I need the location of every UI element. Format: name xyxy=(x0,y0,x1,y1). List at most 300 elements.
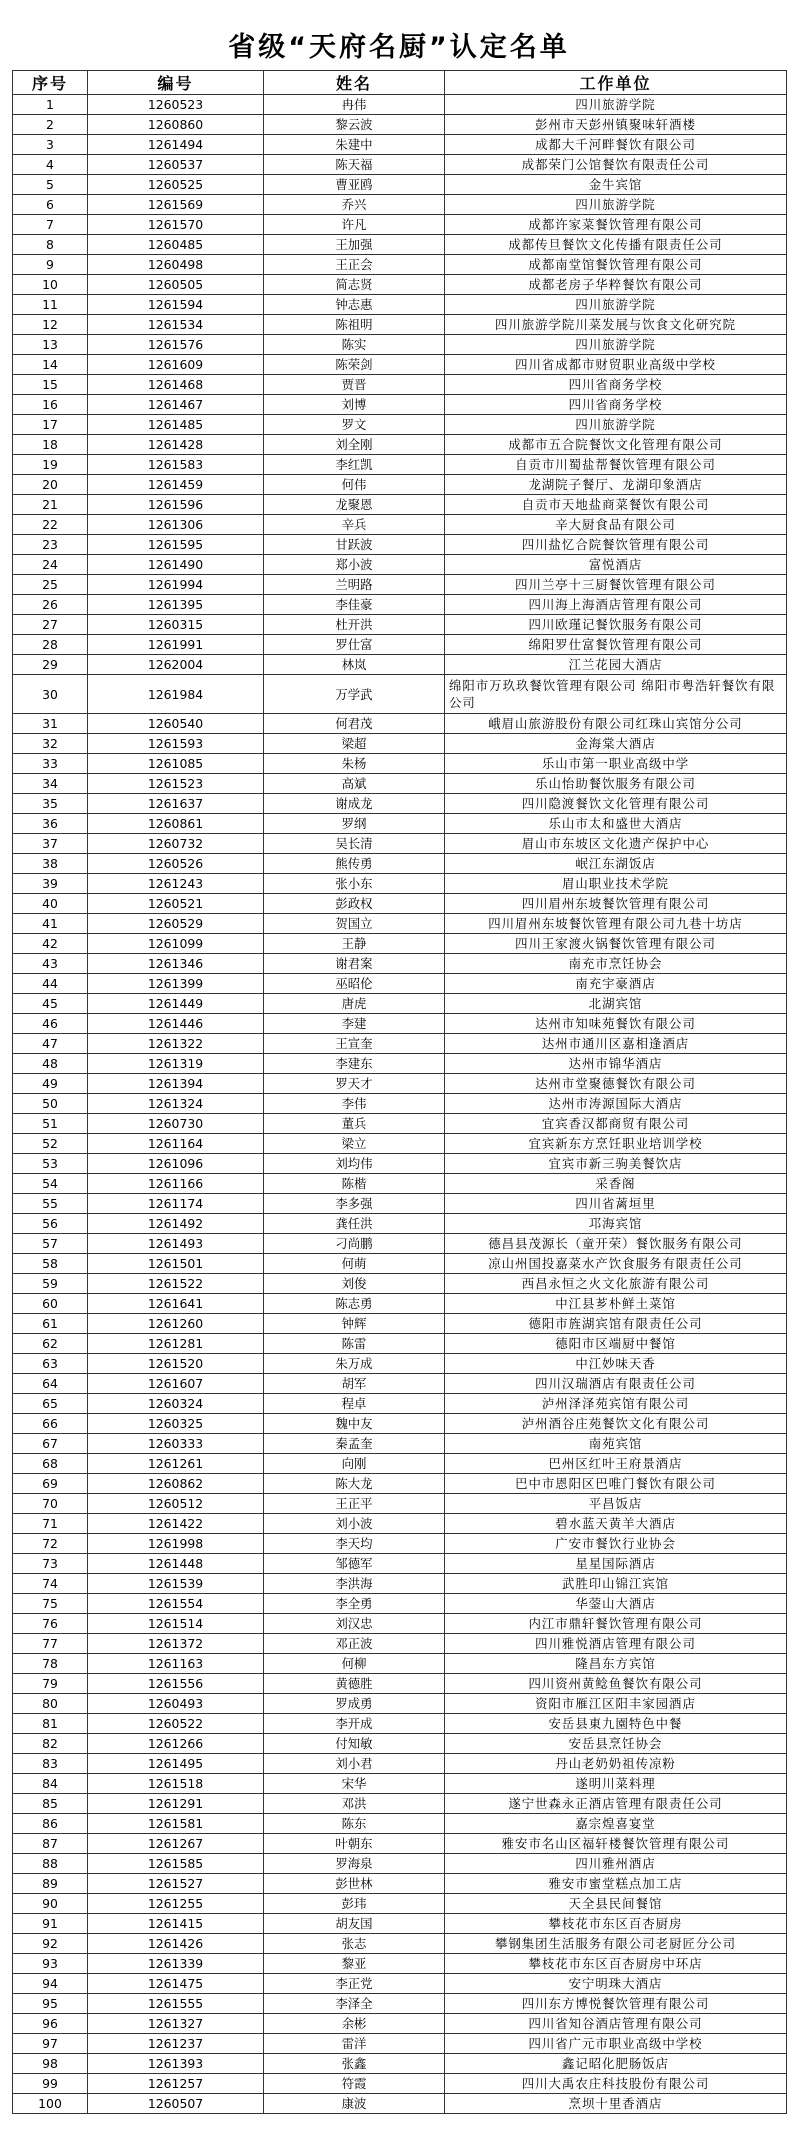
row-index: 86 xyxy=(13,1814,88,1834)
row-name: 陈实 xyxy=(264,335,445,355)
row-name: 黎亚 xyxy=(264,1954,445,1974)
row-name: 刘汉忠 xyxy=(264,1614,445,1634)
row-code: 1261467 xyxy=(88,395,264,415)
row-name: 李多强 xyxy=(264,1194,445,1214)
row-unit: 宜宾新东方烹饪职业培训学校 xyxy=(445,1134,787,1154)
row-name: 朱杨 xyxy=(264,754,445,774)
row-index: 13 xyxy=(13,335,88,355)
table-row xyxy=(13,675,787,714)
row-code: 1260324 xyxy=(88,1394,264,1414)
row-name: 彭政权 xyxy=(264,894,445,914)
row-name: 罗成勇 xyxy=(264,1694,445,1714)
row-code: 1261569 xyxy=(88,195,264,215)
row-index: 54 xyxy=(13,1174,88,1194)
table-row xyxy=(13,235,787,255)
row-index: 66 xyxy=(13,1414,88,1434)
row-index: 23 xyxy=(13,535,88,555)
table-row xyxy=(13,395,787,415)
row-unit: 辛大厨食品有限公司 xyxy=(445,515,787,535)
row-code: 1260523 xyxy=(88,95,264,115)
row-code: 1260730 xyxy=(88,1114,264,1134)
table-row xyxy=(13,734,787,754)
row-name: 何伟 xyxy=(264,475,445,495)
row-name: 何柳 xyxy=(264,1654,445,1674)
row-code: 1261243 xyxy=(88,874,264,894)
row-index: 77 xyxy=(13,1634,88,1654)
row-name: 付知敏 xyxy=(264,1734,445,1754)
row-name: 万学武 xyxy=(264,675,445,714)
row-name: 李建 xyxy=(264,1014,445,1034)
table-row xyxy=(13,575,787,595)
row-index: 81 xyxy=(13,1714,88,1734)
row-unit: 平昌饭店 xyxy=(445,1494,787,1514)
row-index: 29 xyxy=(13,655,88,675)
row-code: 1261998 xyxy=(88,1534,264,1554)
row-name: 兰明路 xyxy=(264,575,445,595)
row-index: 61 xyxy=(13,1314,88,1334)
row-unit: 自贡市天地盐商菜餐饮有限公司 xyxy=(445,495,787,515)
row-unit: 四川省成都市财贸职业高级中学校 xyxy=(445,355,787,375)
table-row xyxy=(13,1874,787,1894)
row-unit: 四川大禹农庄科技股份有限公司 xyxy=(445,2074,787,2094)
row-code: 1261494 xyxy=(88,135,264,155)
row-unit: 四川盐忆合院餐饮管理有限公司 xyxy=(445,535,787,555)
row-unit: 四川隐渡餐饮文化管理有限公司 xyxy=(445,794,787,814)
row-unit: 宜宾市新三驹美餐饮店 xyxy=(445,1154,787,1174)
row-index: 65 xyxy=(13,1394,88,1414)
row-index: 63 xyxy=(13,1354,88,1374)
page-title: 省级“天府名厨”认定名单 xyxy=(228,32,570,63)
table-row xyxy=(13,1814,787,1834)
row-code: 1261319 xyxy=(88,1054,264,1074)
row-index: 84 xyxy=(13,1774,88,1794)
table-body xyxy=(13,95,787,2114)
row-unit: 四川省商务学校 xyxy=(445,375,787,395)
row-name: 李天均 xyxy=(264,1534,445,1554)
table-row xyxy=(13,455,787,475)
row-code: 1261518 xyxy=(88,1774,264,1794)
row-unit: 眉山职业技术学院 xyxy=(445,874,787,894)
row-index: 42 xyxy=(13,934,88,954)
row-name: 曹亚鸥 xyxy=(264,175,445,195)
table-row xyxy=(13,1674,787,1694)
row-name: 胡友国 xyxy=(264,1914,445,1934)
row-unit: 雅安市蜜堂糕点加工店 xyxy=(445,1874,787,1894)
row-unit: 四川资州黄鲶鱼餐饮有限公司 xyxy=(445,1674,787,1694)
table-row xyxy=(13,415,787,435)
table-row xyxy=(13,255,787,275)
row-code: 1261085 xyxy=(88,754,264,774)
row-index: 2 xyxy=(13,115,88,135)
row-index: 96 xyxy=(13,2014,88,2034)
row-name: 朱建中 xyxy=(264,135,445,155)
row-index: 21 xyxy=(13,495,88,515)
row-index: 22 xyxy=(13,515,88,535)
table-row xyxy=(13,115,787,135)
row-code: 1261255 xyxy=(88,1894,264,1914)
row-unit: 泸州泽泽苑宾馆有限公司 xyxy=(445,1394,787,1414)
row-name: 王正平 xyxy=(264,1494,445,1514)
table-row xyxy=(13,1734,787,1754)
row-unit: 鑫记昭化肥肠饭店 xyxy=(445,2054,787,2074)
row-unit: 富悦酒店 xyxy=(445,555,787,575)
row-code: 1260522 xyxy=(88,1714,264,1734)
row-code: 1261994 xyxy=(88,575,264,595)
row-unit: 丹山老奶奶祖传凉粉 xyxy=(445,1754,787,1774)
row-name: 杜开洪 xyxy=(264,615,445,635)
row-name: 吴长清 xyxy=(264,834,445,854)
row-unit: 成都老房子华粹餐饮有限公司 xyxy=(445,275,787,295)
row-code: 1260860 xyxy=(88,115,264,135)
row-name: 冉伟 xyxy=(264,95,445,115)
row-code: 1260325 xyxy=(88,1414,264,1434)
table-row xyxy=(13,814,787,834)
table-row xyxy=(13,1194,787,1214)
table-row xyxy=(13,1834,787,1854)
row-name: 向刚 xyxy=(264,1454,445,1474)
row-unit: 凉山州国投嘉菜水产饮食服务有限责任公司 xyxy=(445,1254,787,1274)
header-name: 姓名 xyxy=(264,71,445,95)
row-code: 1260507 xyxy=(88,2094,264,2114)
row-unit: 四川雅州酒店 xyxy=(445,1854,787,1874)
row-name: 黄德胜 xyxy=(264,1674,445,1694)
row-index: 26 xyxy=(13,595,88,615)
row-index: 58 xyxy=(13,1254,88,1274)
row-code: 1261555 xyxy=(88,1994,264,2014)
row-name: 符霞 xyxy=(264,2074,445,2094)
row-unit: 四川海上海酒店管理有限公司 xyxy=(445,595,787,615)
row-index: 48 xyxy=(13,1054,88,1074)
row-index: 17 xyxy=(13,415,88,435)
row-unit: 烹坝十里香酒店 xyxy=(445,2094,787,2114)
row-unit: 四川王家渡火锅餐饮管理有限公司 xyxy=(445,934,787,954)
row-unit: 岷江东湖饭店 xyxy=(445,854,787,874)
table-row xyxy=(13,295,787,315)
row-index: 52 xyxy=(13,1134,88,1154)
row-unit: 四川兰亭十三厨餐饮管理有限公司 xyxy=(445,575,787,595)
table-row xyxy=(13,1214,787,1234)
row-code: 1261395 xyxy=(88,595,264,615)
row-index: 82 xyxy=(13,1734,88,1754)
row-unit: 四川旅游学院 xyxy=(445,415,787,435)
row-code: 1261393 xyxy=(88,2054,264,2074)
table-row xyxy=(13,1854,787,1874)
row-index: 53 xyxy=(13,1154,88,1174)
row-index: 3 xyxy=(13,135,88,155)
table-row xyxy=(13,515,787,535)
row-index: 4 xyxy=(13,155,88,175)
row-code: 1261446 xyxy=(88,1014,264,1034)
row-code: 1261522 xyxy=(88,1274,264,1294)
name-list-table xyxy=(12,70,787,2114)
row-unit: 四川眉州东坡餐饮管理有限公司九巷十坊店 xyxy=(445,914,787,934)
table-row xyxy=(13,834,787,854)
row-name: 钟辉 xyxy=(264,1314,445,1334)
row-index: 7 xyxy=(13,215,88,235)
row-index: 47 xyxy=(13,1034,88,1054)
row-code: 1261322 xyxy=(88,1034,264,1054)
table-row xyxy=(13,2094,787,2114)
row-unit: 成都大千河畔餐饮有限公司 xyxy=(445,135,787,155)
row-code: 1261556 xyxy=(88,1674,264,1694)
table-row xyxy=(13,1434,787,1454)
row-code: 1260732 xyxy=(88,834,264,854)
row-code: 1261327 xyxy=(88,2014,264,2034)
row-code: 1260525 xyxy=(88,175,264,195)
table-row xyxy=(13,1954,787,1974)
row-unit: 四川旅游学院 xyxy=(445,335,787,355)
row-code: 1260861 xyxy=(88,814,264,834)
row-unit: 彭州市天彭州镇聚味轩酒楼 xyxy=(445,115,787,135)
table-row xyxy=(13,95,787,115)
row-unit: 成都市五合院餐饮文化管理有限公司 xyxy=(445,435,787,455)
row-code: 1260498 xyxy=(88,255,264,275)
table-row xyxy=(13,1114,787,1134)
row-name: 彭世林 xyxy=(264,1874,445,1894)
row-code: 1261166 xyxy=(88,1174,264,1194)
row-unit: 德阳市旌湖宾馆有限责任公司 xyxy=(445,1314,787,1334)
row-index: 45 xyxy=(13,994,88,1014)
row-name: 熊传勇 xyxy=(264,854,445,874)
row-name: 张鑫 xyxy=(264,2054,445,2074)
row-unit: 达州市通川区嘉相逢酒店 xyxy=(445,1034,787,1054)
row-code: 1261984 xyxy=(88,675,264,714)
row-index: 18 xyxy=(13,435,88,455)
row-name: 秦孟奎 xyxy=(264,1434,445,1454)
row-unit: 达州市知味苑餐饮有限公司 xyxy=(445,1014,787,1034)
row-unit: 成都许家菜餐饮管理有限公司 xyxy=(445,215,787,235)
table-row xyxy=(13,1094,787,1114)
row-unit: 成都传旦餐饮文化传播有限责任公司 xyxy=(445,235,787,255)
row-code: 1261490 xyxy=(88,555,264,575)
row-code: 1261415 xyxy=(88,1914,264,1934)
row-unit: 乐山怡助餐饮服务有限公司 xyxy=(445,774,787,794)
row-code: 1261449 xyxy=(88,994,264,1014)
row-code: 1260493 xyxy=(88,1694,264,1714)
row-code: 1260315 xyxy=(88,615,264,635)
row-unit: 乐山市第一职业高级中学 xyxy=(445,754,787,774)
row-code: 1261641 xyxy=(88,1294,264,1314)
row-index: 99 xyxy=(13,2074,88,2094)
row-unit: 绵阳市万玖玖餐饮管理有限公司 绵阳市粤浩轩餐饮有限公司 xyxy=(445,675,787,714)
row-unit: 乐山市太和盛世大酒店 xyxy=(445,814,787,834)
row-index: 97 xyxy=(13,2034,88,2054)
row-index: 93 xyxy=(13,1954,88,1974)
row-name: 高斌 xyxy=(264,774,445,794)
row-code: 1260521 xyxy=(88,894,264,914)
row-name: 胡军 xyxy=(264,1374,445,1394)
header-index: 序号 xyxy=(13,71,88,95)
row-name: 陈志勇 xyxy=(264,1294,445,1314)
table-row xyxy=(13,754,787,774)
row-code: 1260505 xyxy=(88,275,264,295)
row-index: 87 xyxy=(13,1834,88,1854)
row-index: 92 xyxy=(13,1934,88,1954)
row-code: 1261291 xyxy=(88,1794,264,1814)
row-name: 罗海泉 xyxy=(264,1854,445,1874)
table-row xyxy=(13,894,787,914)
row-name: 刘小波 xyxy=(264,1514,445,1534)
table-row xyxy=(13,355,787,375)
row-index: 88 xyxy=(13,1854,88,1874)
row-index: 28 xyxy=(13,635,88,655)
table-row xyxy=(13,435,787,455)
table-row xyxy=(13,1794,787,1814)
row-unit: 四川汉瑞酒店有限责任公司 xyxy=(445,1374,787,1394)
table-row xyxy=(13,655,787,675)
table-row xyxy=(13,794,787,814)
row-code: 1261372 xyxy=(88,1634,264,1654)
row-name: 王宣奎 xyxy=(264,1034,445,1054)
table-row xyxy=(13,1034,787,1054)
table-row xyxy=(13,1714,787,1734)
row-name: 王正会 xyxy=(264,255,445,275)
row-unit: 金牛宾馆 xyxy=(445,175,787,195)
row-code: 1261266 xyxy=(88,1734,264,1754)
row-code: 1261485 xyxy=(88,415,264,435)
row-name: 巫昭伦 xyxy=(264,974,445,994)
table-row xyxy=(13,1934,787,1954)
row-unit: 中江县芗朴鲜土菜馆 xyxy=(445,1294,787,1314)
row-code: 1261593 xyxy=(88,734,264,754)
row-index: 100 xyxy=(13,2094,88,2114)
row-name: 邓正波 xyxy=(264,1634,445,1654)
row-index: 72 xyxy=(13,1534,88,1554)
row-index: 70 xyxy=(13,1494,88,1514)
row-code: 1261523 xyxy=(88,774,264,794)
row-index: 20 xyxy=(13,475,88,495)
row-index: 78 xyxy=(13,1654,88,1674)
row-code: 1261394 xyxy=(88,1074,264,1094)
row-name: 程卓 xyxy=(264,1394,445,1414)
row-unit: 碧水蓝天黄羊大酒店 xyxy=(445,1514,787,1534)
row-index: 15 xyxy=(13,375,88,395)
row-name: 李正党 xyxy=(264,1974,445,1994)
table-row xyxy=(13,974,787,994)
row-code: 1261096 xyxy=(88,1154,264,1174)
row-index: 90 xyxy=(13,1894,88,1914)
row-name: 何萌 xyxy=(264,1254,445,1274)
row-unit: 泸州酒谷庄苑餐饮文化有限公司 xyxy=(445,1414,787,1434)
row-name: 康波 xyxy=(264,2094,445,2114)
row-name: 罗纲 xyxy=(264,814,445,834)
row-unit: 四川旅游学院 xyxy=(445,195,787,215)
row-unit: 采香阁 xyxy=(445,1174,787,1194)
row-unit: 雅安市名山区福轩楼餐饮管理有限公司 xyxy=(445,1834,787,1854)
row-index: 91 xyxy=(13,1914,88,1934)
row-index: 10 xyxy=(13,275,88,295)
row-code: 1261527 xyxy=(88,1874,264,1894)
row-unit: 绵阳罗仕富餐饮管理有限公司 xyxy=(445,635,787,655)
row-index: 44 xyxy=(13,974,88,994)
row-unit: 四川雅悦酒店管理有限公司 xyxy=(445,1634,787,1654)
row-name: 黎云波 xyxy=(264,115,445,135)
table-row xyxy=(13,1414,787,1434)
row-code: 1261637 xyxy=(88,794,264,814)
table-row xyxy=(13,1134,787,1154)
row-code: 1261346 xyxy=(88,954,264,974)
table-row xyxy=(13,595,787,615)
row-index: 33 xyxy=(13,754,88,774)
row-index: 40 xyxy=(13,894,88,914)
row-name: 朱万成 xyxy=(264,1354,445,1374)
row-code: 1261281 xyxy=(88,1334,264,1354)
table-row xyxy=(13,1394,787,1414)
row-code: 1260485 xyxy=(88,235,264,255)
row-index: 75 xyxy=(13,1594,88,1614)
row-code: 1261570 xyxy=(88,215,264,235)
row-name: 何君茂 xyxy=(264,714,445,734)
row-unit: 达州市堂聚德餐饮有限公司 xyxy=(445,1074,787,1094)
row-name: 陈雷 xyxy=(264,1334,445,1354)
row-index: 55 xyxy=(13,1194,88,1214)
row-name: 钟志惠 xyxy=(264,295,445,315)
table-row xyxy=(13,1254,787,1274)
table-row xyxy=(13,1514,787,1534)
row-name: 甘跃波 xyxy=(264,535,445,555)
row-unit: 西昌永恒之火文化旅游有限公司 xyxy=(445,1274,787,1294)
row-index: 30 xyxy=(13,675,88,714)
row-code: 1260333 xyxy=(88,1434,264,1454)
row-unit: 成都南堂馆餐饮管理有限公司 xyxy=(445,255,787,275)
row-unit: 华蓥山大酒店 xyxy=(445,1594,787,1614)
table-row xyxy=(13,1614,787,1634)
table-row xyxy=(13,954,787,974)
table-row xyxy=(13,1354,787,1374)
row-name: 陈天福 xyxy=(264,155,445,175)
row-name: 梁超 xyxy=(264,734,445,754)
table-row xyxy=(13,1574,787,1594)
row-name: 刁尚鹏 xyxy=(264,1234,445,1254)
table-row xyxy=(13,1014,787,1034)
row-code: 1261324 xyxy=(88,1094,264,1114)
table-row xyxy=(13,615,787,635)
table-row xyxy=(13,1054,787,1074)
row-unit: 四川东方博悦餐饮管理有限公司 xyxy=(445,1994,787,2014)
row-unit: 南充市烹饪协会 xyxy=(445,954,787,974)
row-index: 14 xyxy=(13,355,88,375)
row-name: 彭玮 xyxy=(264,1894,445,1914)
row-name: 谢成龙 xyxy=(264,794,445,814)
row-index: 8 xyxy=(13,235,88,255)
row-name: 罗天才 xyxy=(264,1074,445,1094)
row-index: 98 xyxy=(13,2054,88,2074)
row-code: 1261576 xyxy=(88,335,264,355)
row-index: 35 xyxy=(13,794,88,814)
row-code: 1262004 xyxy=(88,655,264,675)
table-row xyxy=(13,495,787,515)
table-row xyxy=(13,714,787,734)
row-unit: 自贡市川蜀盐帮餐饮管理有限公司 xyxy=(445,455,787,475)
row-name: 陈荣剑 xyxy=(264,355,445,375)
row-unit: 安宁明珠大酒店 xyxy=(445,1974,787,1994)
row-code: 1261493 xyxy=(88,1234,264,1254)
table-row xyxy=(13,1454,787,1474)
row-unit: 安岳县烹饪协会 xyxy=(445,1734,787,1754)
row-index: 41 xyxy=(13,914,88,934)
row-code: 1261174 xyxy=(88,1194,264,1214)
table-row xyxy=(13,1074,787,1094)
row-name: 雷洋 xyxy=(264,2034,445,2054)
row-code: 1261596 xyxy=(88,495,264,515)
row-unit: 四川省商务学校 xyxy=(445,395,787,415)
row-code: 1261099 xyxy=(88,934,264,954)
row-unit: 巴中市恩阳区巴唯门餐饮有限公司 xyxy=(445,1474,787,1494)
row-unit: 攀枝花市东区百杏厨房 xyxy=(445,1914,787,1934)
row-name: 宋华 xyxy=(264,1774,445,1794)
table-row xyxy=(13,774,787,794)
row-name: 张志 xyxy=(264,1934,445,1954)
